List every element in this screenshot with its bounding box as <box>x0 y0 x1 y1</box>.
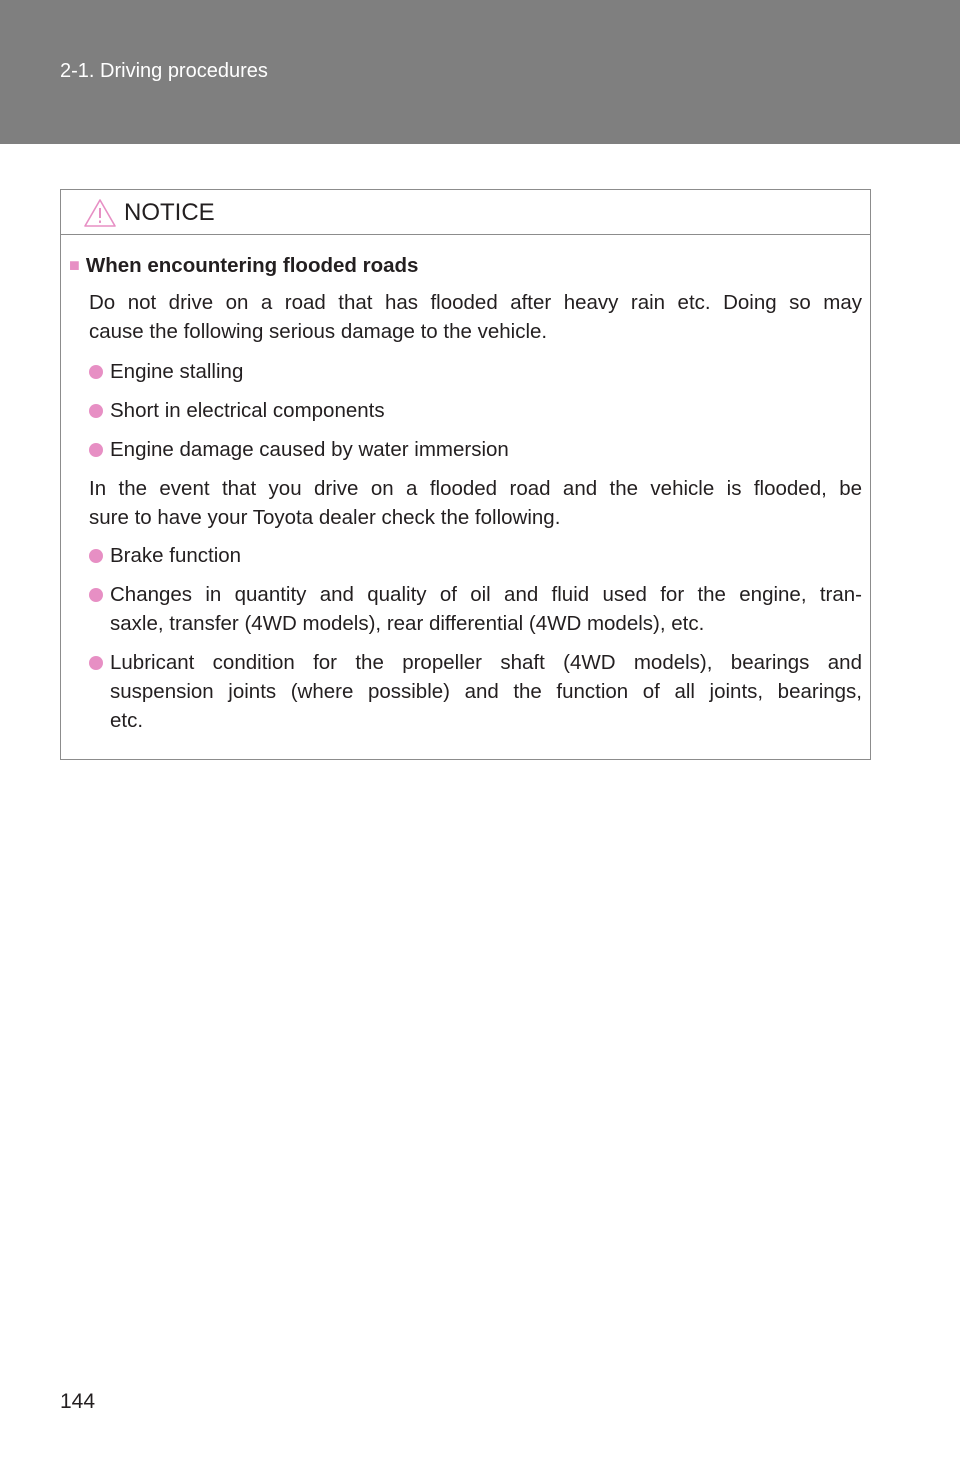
notice-title: NOTICE <box>124 199 215 226</box>
list-item: Short in electrical components <box>89 399 385 423</box>
list-item <box>89 651 110 675</box>
section-heading <box>69 254 418 278</box>
list-item-line: etc. <box>110 709 144 732</box>
bullet-dot-icon <box>89 588 103 602</box>
list-item-line: Lubricant condition for the propeller shaft (4WD models), bearings and <box>110 651 862 674</box>
bullet-dot-icon <box>89 404 103 418</box>
notice-header <box>61 190 870 235</box>
bullet-dot-icon <box>89 549 103 563</box>
bullet-dot-icon <box>89 365 103 379</box>
notice-box <box>60 189 871 760</box>
list-item-line: saxle, transfer (4WD models), rear differential (4WD models), etc. <box>110 612 705 635</box>
check-line-1: In the event that you drive on a flooded road and the vehicle is flooded, be <box>89 477 862 500</box>
page-number: 144 <box>60 1390 96 1413</box>
intro-line-2: cause the following serious damage to the vehicle. <box>89 320 548 343</box>
list-item-line: Changes in quantity and quality of oil and fluid used for the engine, tran- <box>110 583 862 606</box>
check-line-2: sure to have your Toyota dealer check the following. <box>89 506 561 529</box>
heading-text: When encountering flooded roads <box>85 254 419 277</box>
square-bullet-icon: ■ <box>69 255 80 275</box>
list-item: Engine stalling <box>89 360 243 384</box>
page-header <box>0 0 960 144</box>
warning-triangle-icon <box>83 198 117 228</box>
list-item: Engine damage caused by water immersion <box>89 438 509 462</box>
list-item-line: suspension joints (where possible) and the function of all joints, bearings, <box>110 680 862 703</box>
section-title: 2-1. Driving procedures <box>60 60 268 82</box>
bullet-dot-icon <box>89 443 103 457</box>
list-item: Brake function <box>89 544 241 568</box>
bullet-dot-icon <box>89 656 103 670</box>
list-item <box>89 583 110 607</box>
intro-line-1: Do not drive on a road that has flooded after heavy rain etc. Doing so may <box>89 291 862 314</box>
